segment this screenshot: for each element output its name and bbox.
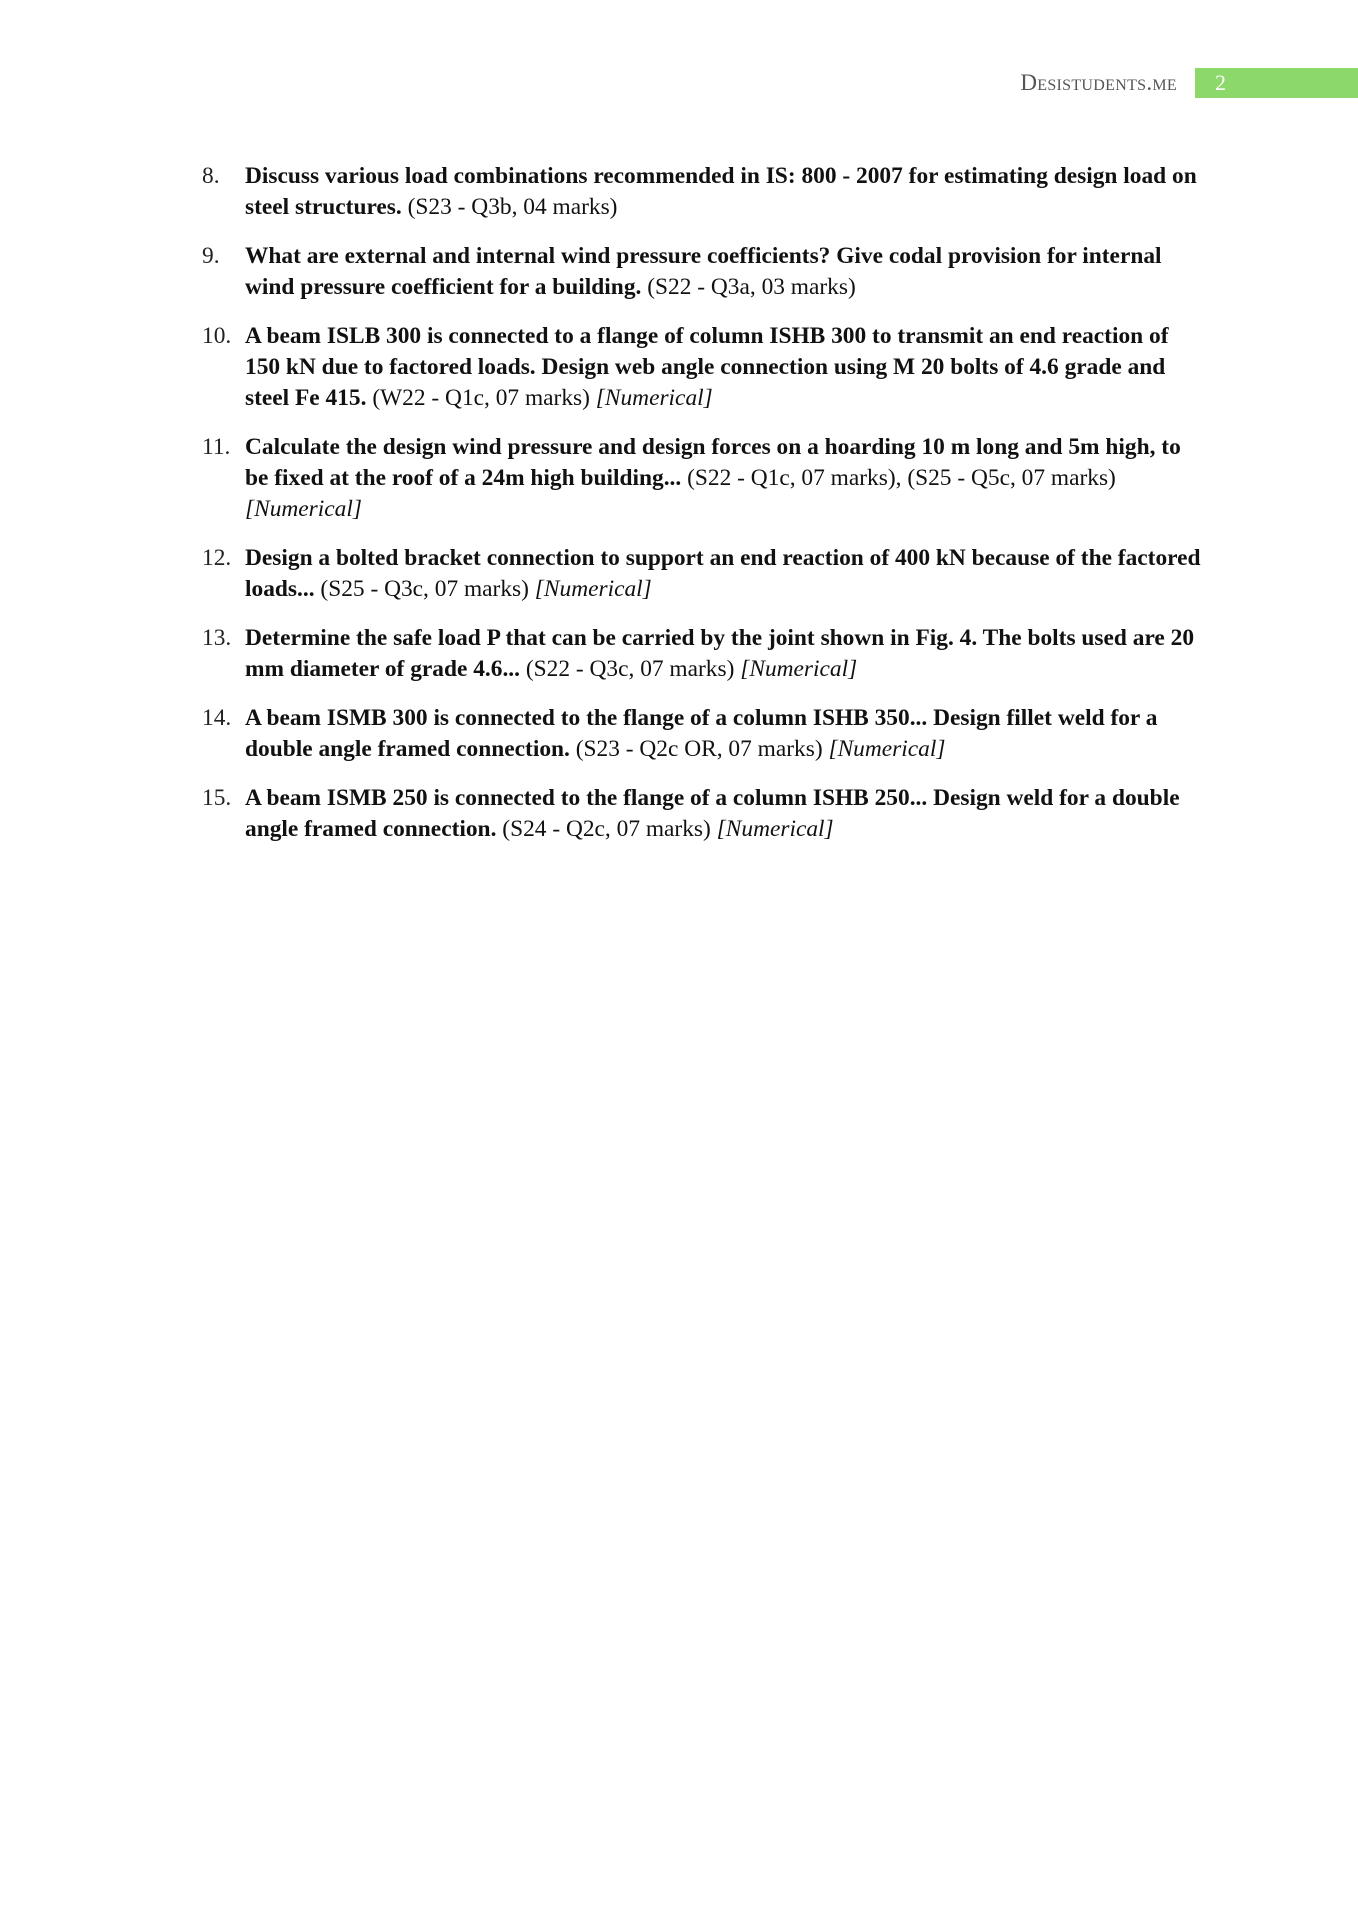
question-reference: (W22 - Q1c, 07 marks) <box>372 385 590 411</box>
numerical-tag: [Numerical] <box>595 385 713 411</box>
question-item <box>202 241 1202 303</box>
numerical-tag: [Numerical] <box>534 576 652 602</box>
page-number-box <box>1195 68 1358 98</box>
question-number: 15. <box>202 785 232 811</box>
question-reference: (S22 - Q3a, 03 marks) <box>647 274 856 300</box>
question-body <box>245 623 1202 685</box>
page-header <box>1020 68 1358 98</box>
question-number: 13. <box>202 625 232 651</box>
question-text: Determine the safe load P that can be carried by the joint shown in Fig. 4. The bolts used are 20 mm diameter of grade 4.6... <box>245 625 1195 682</box>
question-list <box>202 161 1202 863</box>
question-body <box>245 703 1202 765</box>
question-number: 11. <box>202 434 231 460</box>
question-reference: (S23 - Q3b, 04 marks) <box>407 194 618 220</box>
question-item <box>202 543 1202 605</box>
question-reference: (S23 - Q2c OR, 07 marks) <box>575 736 823 762</box>
question-body <box>245 432 1202 525</box>
question-body <box>245 241 1202 303</box>
question-reference: (S25 - Q3c, 07 marks) <box>320 576 529 602</box>
question-item <box>202 161 1202 223</box>
question-body <box>245 321 1202 414</box>
page-number: 2 <box>1215 70 1226 95</box>
question-reference: (S22 - Q3c, 07 marks) <box>525 656 735 682</box>
numerical-tag: [Numerical] <box>245 496 362 522</box>
question-body <box>245 783 1202 845</box>
numerical-tag: [Numerical] <box>716 816 834 842</box>
question-number: 10. <box>202 323 232 349</box>
numerical-tag: [Numerical] <box>828 736 946 762</box>
question-text: Design a bolted bracket connection to support an end reaction of 400 kN because of the factored loads... <box>245 545 1201 602</box>
question-text: Calculate the design wind pressure and design forces on a hoarding 10 m long and 5m high, to be fixed at the roof of a 24m high building... <box>245 434 1181 491</box>
question-number: 14. <box>202 705 232 731</box>
question-text: What are external and internal wind pressure coefficients? Give codal provision for internal wind pressure coefficient for a building. <box>245 243 1162 300</box>
question-body <box>245 161 1202 223</box>
question-item <box>202 321 1202 414</box>
question-item <box>202 623 1202 685</box>
question-body <box>245 543 1202 605</box>
question-reference: (S22 - Q1c, 07 marks), (S25 - Q5c, 07 marks) <box>687 465 1116 491</box>
question-number: 8. <box>202 163 220 189</box>
numerical-tag: [Numerical] <box>740 656 858 682</box>
question-text: A beam ISMB 300 is connected to the flange of a column ISHB 350... Design fillet weld for a double angle framed connection. <box>245 705 1158 762</box>
question-reference: (S24 - Q2c, 07 marks) <box>502 816 711 842</box>
question-item <box>202 783 1202 845</box>
question-item <box>202 703 1202 765</box>
question-text: Discuss various load combinations recommended in IS: 800 - 2007 for estimating design load on steel structures. <box>245 163 1197 220</box>
question-number: 12. <box>202 545 232 571</box>
question-number: 9. <box>202 243 220 269</box>
question-text: A beam ISMB 250 is connected to the flange of a column ISHB 250... Design weld for a double angle framed connection. <box>245 785 1180 842</box>
question-text: A beam ISLB 300 is connected to a flange of column ISHB 300 to transmit an end reaction of 150 kN due to factored loads. Design web angle connection using M 20 bolts of 4.6 grade and steel Fe 415. <box>245 323 1169 411</box>
question-item <box>202 432 1202 525</box>
site-name: Desistudents.me <box>1020 70 1177 95</box>
